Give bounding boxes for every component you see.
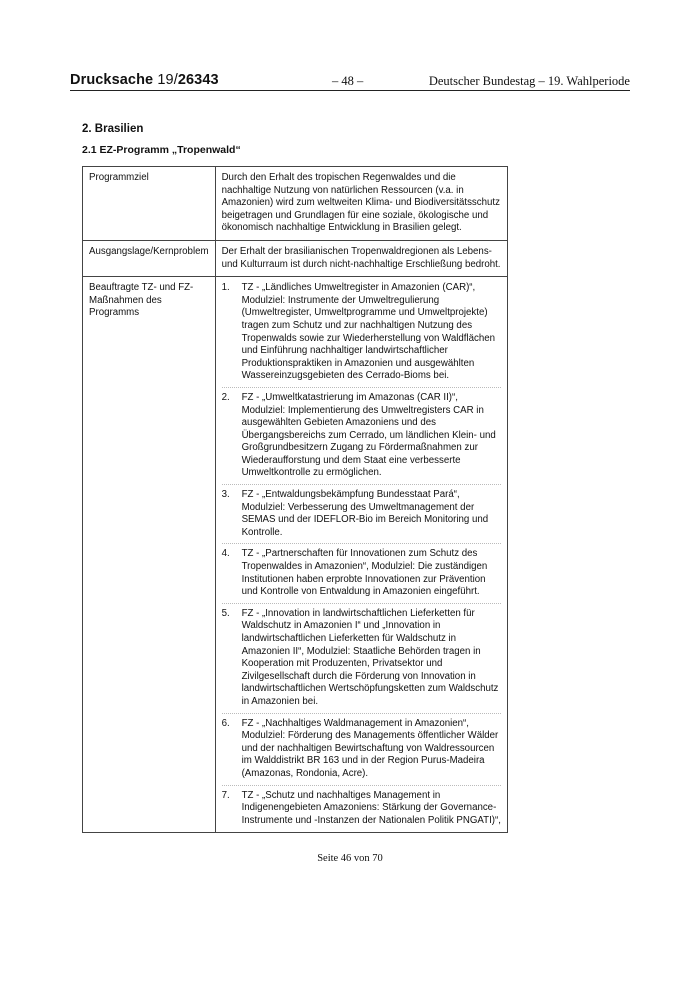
- item-number: 7.: [221, 789, 230, 801]
- list-item: [222, 718, 501, 786]
- item-text: TZ - „Partnerschaften für Innovationen zum Schutz des Tropenwaldes in Amazonien“, Modulziel: Die zuständigen Institutionen haben erprobte Innovationen zur Prävention und Kontrolle von Entwaldung in Amazonien eingeführt.: [241, 548, 488, 598]
- item-text: FZ - „Entwaldungsbekämpfung Bundesstaat Pará“, Modulziel: Verbesserung des Umweltmanagement der SEMAS und der IDEFLOR-Bio im Bereich Monitoring und Kontrolle.: [241, 489, 489, 538]
- list-item: [222, 608, 501, 714]
- item-number: 6.: [221, 717, 230, 729]
- table-row: [83, 240, 508, 276]
- page-marker: – 48 –: [332, 74, 364, 88]
- item-number: 3.: [221, 489, 230, 501]
- section-title: 2. Brasilien: [82, 123, 144, 135]
- doc-number: 26343: [177, 72, 219, 88]
- list-item: [222, 392, 501, 485]
- list-item: [222, 489, 501, 544]
- subsection-title: 2.1 EZ-Programm „Tropenwald“: [82, 144, 241, 156]
- page-header: [70, 68, 630, 91]
- row-label: Beauftragte TZ- und FZ-Maßnahmen des Programms: [83, 277, 216, 833]
- doc-prefix: 19/: [157, 72, 178, 88]
- row-content: Der Erhalt der brasilianischen Tropenwaldregionen als Lebens- und Kulturraum ist durch nicht-nachhaltige Erschließung bedroht.: [215, 240, 507, 276]
- row-label: Programmziel: [83, 167, 216, 241]
- item-number: 2.: [221, 391, 230, 403]
- item-text: TZ - „Schutz und nachhaltiges Management in Indigenengebieten Amazoniens: Stärkung der Governance-Instrumente und -Instanzen der Nationalen Politik PNGATI)“,: [241, 789, 501, 826]
- measures-list: [222, 282, 501, 827]
- row-label: Ausgangslage/Kernproblem: [83, 240, 216, 276]
- table-row: [83, 277, 508, 833]
- document-number: [70, 72, 219, 88]
- doc-label: Drucksache: [70, 72, 154, 88]
- item-number: 5.: [221, 607, 230, 619]
- item-number: 1.: [221, 282, 230, 294]
- program-table: [82, 166, 508, 833]
- parliament-label: Deutscher Bundestag – 19. Wahlperiode: [428, 74, 630, 88]
- list-item: [222, 548, 501, 603]
- item-text: FZ - „Nachhaltiges Waldmanagement in Amazonien“, Modulziel: Förderung des Managements öffentlicher Wälder und der nachhaltigen Bewirtschaftung von Waldressourcen im Walddistrikt BR 163 und in der Region Purus-Madeira (Amazonas, Rondonia, Acre).: [241, 717, 499, 779]
- page-footer: Seite 46 von 70: [317, 853, 383, 864]
- table-row: [83, 167, 508, 241]
- item-text: TZ - „Ländliches Umweltregister in Amazonien (CAR)“, Modulziel: Instrumente der Umweltregulierung (Umweltregister, Umweltprogramme und Umweltprojekte) tragen zum Schutz und zur nachhaltigen Nutzung des Tropenwalds sowie zur Wiederherstellung von Waldflächen und Einführung nachhaltiger landwirtschaftlicher Produktionspraktiken in Amazonien und ausgewählten Wassereinzugsgebieten des Cerrado-Bioms bei.: [241, 282, 495, 382]
- list-item: [222, 790, 501, 828]
- item-number: 4.: [221, 548, 230, 560]
- measures-cell: [215, 277, 507, 833]
- row-content: Durch den Erhalt des tropischen Regenwaldes und die nachhaltige Nutzung von natürlichen Ressourcen (v.a. in Amazonien) wird zum weltweiten Klima- und Biodiversitätsschutz beigetragen und Grundlagen für eine soziale, ökologische und ökonomisch nachhaltige Entwicklung in Brasilien gelegt.: [215, 167, 507, 241]
- item-text: FZ - „Umweltkatastrierung im Amazonas (CAR II)“, Modulziel: Implementierung des Umweltregisters CAR in ausgewählten Gebieten Amazoniens und des Übergangsbereichs zum Cerrado, um ländlichen Klein- und Großgrundbesitzern Zugang zu Fördermaßnahmen zur Wiederaufforstung und dem Staat eine verbesserte Umweltkontrolle zu ermöglichen.: [241, 391, 496, 479]
- item-text: FZ - „Innovation in landwirtschaftlichen Lieferketten für Waldschutz in Amazonien I“ und „Innovation in landwirtschaftlichen Lieferketten für Waldschutz in Amazonien II“, Modulziel: Staatliche Behörden tragen in Kooperation mit Produzenten, Privatsektor und Zivilgesellschaft durch die Förderung von Innovation in landwirtschaftlichen Wertschöpfungsketten zum Waldschutz in Amazonien bei.: [241, 607, 499, 707]
- list-item: [222, 282, 501, 388]
